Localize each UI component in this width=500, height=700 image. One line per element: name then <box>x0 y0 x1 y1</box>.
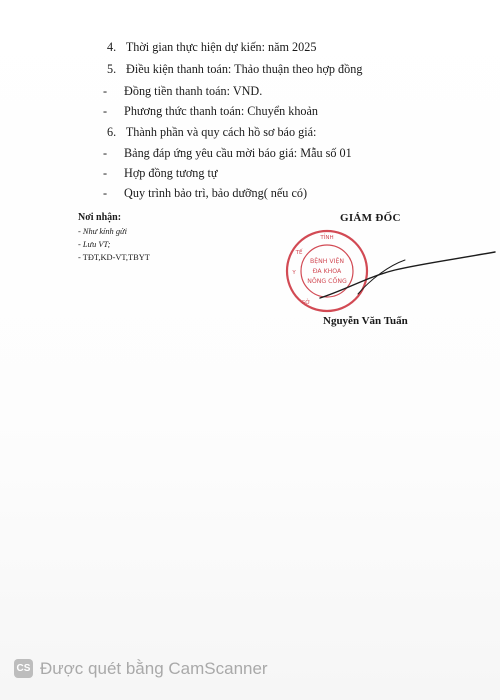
bullet-dash: - <box>103 84 108 98</box>
item-number: 5. <box>107 62 117 76</box>
contract-line <box>103 166 218 181</box>
item-6 <box>107 125 316 140</box>
bullet-dash: - <box>103 166 108 180</box>
camscanner-logo-icon: CS <box>14 659 33 678</box>
item-text: Đồng tiền thanh toán: VND. <box>124 84 263 98</box>
recipients-block <box>78 212 150 264</box>
seal-line: ĐA KHOA <box>312 268 342 275</box>
bullet-dash: - <box>103 104 108 118</box>
item-text: Bảng đáp ứng yêu cầu mời báo giá: Mẫu số 01 <box>124 146 352 160</box>
form-line <box>103 146 352 161</box>
recipient-line: - Lưu VT; <box>78 240 111 249</box>
item-text: Thành phần và quy cách hồ sơ báo giá: <box>125 125 317 139</box>
seal-ring-text: TẾ <box>295 250 303 256</box>
recipients-title: Nơi nhận: <box>78 212 122 223</box>
handwritten-signature <box>300 240 500 310</box>
payment-method-line <box>103 104 318 119</box>
scanner-watermark <box>0 648 500 700</box>
signatory-name: Nguyễn Văn Tuấn <box>323 315 408 327</box>
currency-line <box>103 84 262 99</box>
bullet-dash: - <box>103 186 108 200</box>
item-text: Quy trình bảo trì, bảo dưỡng( nếu có) <box>124 186 308 200</box>
item-4 <box>107 40 316 55</box>
item-text: Phương thức thanh toán: Chuyển khoản <box>124 104 319 118</box>
recipient-line: - Như kính gửi <box>78 227 127 236</box>
item-text: Hợp đồng tương tự <box>124 166 218 180</box>
seal-ring-text: SỞ <box>301 300 311 306</box>
recipient-line: - TĐT,KD-VT,TBYT <box>78 253 150 262</box>
item-number: 4. <box>107 40 117 54</box>
item-5 <box>107 62 362 77</box>
maintenance-line <box>103 186 307 201</box>
item-text: Thời gian thực hiện dự kiến: năm 2025 <box>125 40 317 54</box>
bullet-dash: - <box>103 146 108 160</box>
signature-title: GIÁM ĐỐC <box>340 212 401 224</box>
item-text: Điều kiện thanh toán: Thảo thuận theo hợp đồng <box>126 62 363 76</box>
seal-line: NÔNG CỐNG <box>307 278 347 285</box>
watermark-text: Được quét bằng CamScanner <box>40 659 268 678</box>
seal-ring-text: Y <box>292 270 296 276</box>
seal-line: BỆNH VIỆN <box>310 258 344 265</box>
item-number: 6. <box>107 125 117 139</box>
seal-ring-text: TỈNH <box>320 235 334 241</box>
